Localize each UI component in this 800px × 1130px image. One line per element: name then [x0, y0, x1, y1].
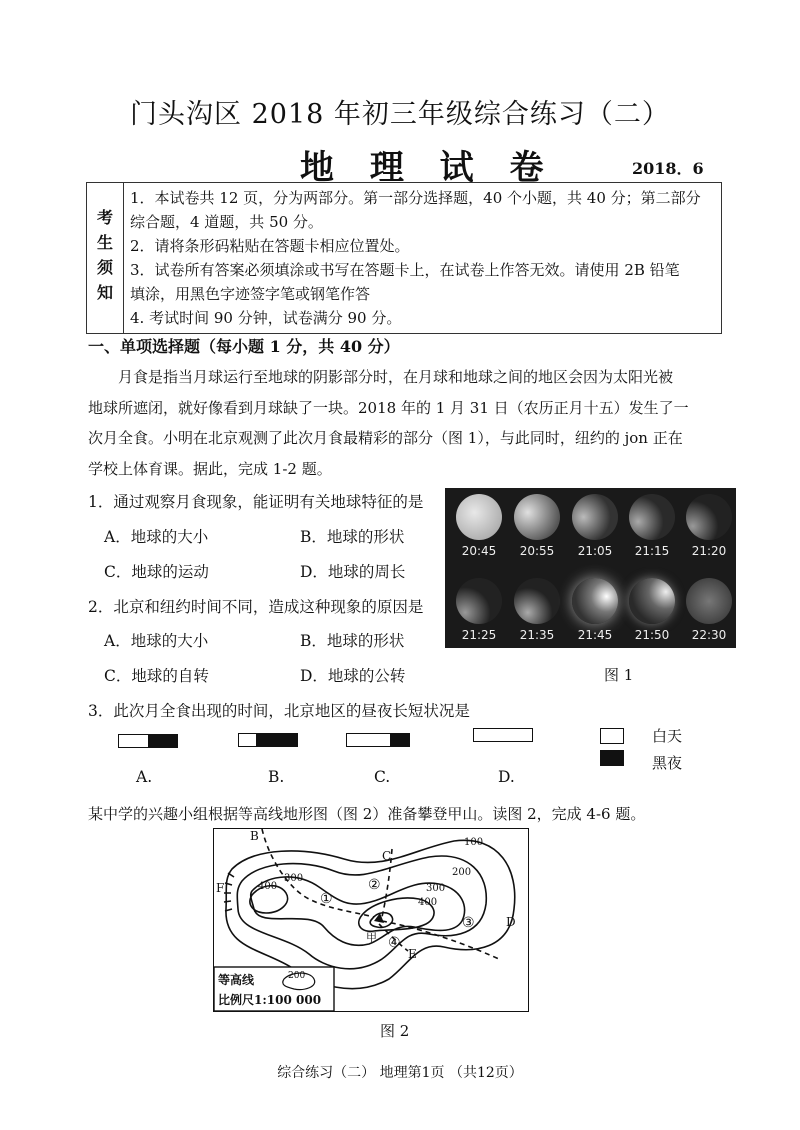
q2-option-a: A．地球的大小 — [104, 632, 209, 650]
night-fill — [390, 734, 409, 746]
time-label: 21:50 — [634, 628, 670, 642]
map-point-1: ① — [320, 891, 333, 907]
q1-option-b: B．地球的形状 — [300, 528, 405, 546]
map-point-4: ④ — [388, 935, 401, 951]
notice-line: 1．本试卷共 12 页，分为两部分。第一部分选择题，40 个小题，共 40 分；第二部分 — [130, 189, 701, 207]
legend-contour-label: 等高线 — [218, 973, 255, 987]
q3-option-a: A. — [136, 768, 153, 786]
moon-image — [629, 578, 675, 624]
lunar-eclipse-photo — [445, 488, 736, 648]
moon-image — [572, 578, 618, 624]
map-label-b: B — [250, 829, 259, 843]
q2-option-b: B．地球的形状 — [300, 632, 405, 650]
day-night-bar-b — [238, 733, 298, 747]
time-label: 21:45 — [577, 628, 613, 642]
map-scale: 比例尺1:100 000 — [218, 993, 322, 1007]
day-night-bar-c — [346, 733, 410, 747]
question-1-stem: 1．通过观察月食现象，能证明有关地球特征的是 — [88, 493, 424, 511]
map-label-e: E — [408, 947, 417, 961]
moon-image — [686, 494, 732, 540]
intro-line: 地球所遮闭，就好像看到月球缺了一块。2018 年的 1 月 31 日（农历正月十五）发生了一 — [88, 398, 689, 417]
q2-option-d: D．地球的公转 — [300, 667, 406, 685]
time-label: 20:45 — [461, 544, 497, 558]
time-label: 21:05 — [577, 544, 613, 558]
map-label-c: C — [382, 849, 392, 863]
day-legend-swatch — [600, 728, 624, 744]
night-fill — [256, 734, 297, 746]
moon-image — [514, 494, 560, 540]
time-label: 21:15 — [634, 544, 670, 558]
time-label: 20:55 — [519, 544, 555, 558]
notice-heading — [87, 183, 124, 334]
contour-value: 100 — [464, 837, 484, 848]
day-night-bar-d — [473, 728, 533, 742]
section-heading: 一、单项选择题（每小题 1 分，共 40 分） — [88, 337, 400, 356]
question-3-stem: 3．此次月全食出现的时间，北京地区的昼夜长短状况是 — [88, 702, 470, 720]
contour-value: 300 — [426, 883, 446, 894]
moon-image — [456, 578, 502, 624]
night-legend-swatch — [600, 750, 624, 766]
legend-contour-value: 200 — [288, 971, 306, 981]
map-point-3: ③ — [462, 915, 475, 931]
moon-image — [629, 494, 675, 540]
moon-image — [514, 578, 560, 624]
notice-line: 2．请将条形码粘贴在答题卡相应位置处。 — [130, 237, 410, 255]
intro-paragraph-2: 某中学的兴趣小组根据等高线地形图（图 2）准备攀登甲山。读图 2，完成 4-6 题。 — [88, 805, 646, 823]
intro-line: 次月全食。小明在北京观测了此次月食最精彩的部分（图 1），与此同时，纽约的 jon 正在 — [88, 429, 683, 447]
notice-head-char: 须 — [96, 258, 113, 277]
notice-line: 综合题，4 道题，共 50 分。 — [130, 213, 323, 231]
notice-head-char: 知 — [96, 283, 113, 302]
time-label: 21:35 — [519, 628, 555, 642]
figure-1-caption: 图 1 — [604, 666, 634, 684]
contour-value: 400 — [258, 881, 278, 892]
time-label: 21:20 — [691, 544, 727, 558]
map-point-2: ② — [368, 877, 381, 893]
figure-2-caption: 图 2 — [380, 1022, 410, 1040]
notice-line: 3．试卷所有答案必须填涂或书写在答题卡上，在试卷上作答无效。请使用 2B 铅笔 — [130, 261, 680, 279]
notice-line: 4. 考试时间 90 分钟，试卷满分 90 分。 — [130, 309, 402, 327]
moon-image — [572, 494, 618, 540]
q1-option-d: D．地球的周长 — [300, 563, 406, 581]
moon-image — [456, 494, 502, 540]
day-night-bar-a — [118, 734, 178, 748]
contour-value: 400 — [418, 897, 438, 908]
notice-content — [124, 183, 722, 334]
q3-option-d: D. — [498, 768, 515, 786]
subject-title: 地 理 试 卷 — [300, 148, 556, 188]
contour-value: 300 — [284, 873, 304, 884]
page-footer: 综合练习（二） 地理第1页 （共12页） — [277, 1065, 523, 1081]
intro-line: 月食是指当月球运行至地球的阴影部分时，在月球和地球之间的地区会因为太阳光被 — [118, 368, 674, 386]
exam-date: 2018．6 — [632, 159, 704, 178]
question-2-stem: 2．北京和纽约时间不同，造成这种现象的原因是 — [88, 598, 424, 616]
intro-line: 学校上体育课。据此，完成 1-2 题。 — [88, 459, 332, 478]
contour-map — [213, 828, 529, 1012]
q3-option-b: B. — [268, 768, 285, 786]
q2-option-c: C．地球的自转 — [104, 667, 209, 685]
intro-paragraph — [88, 362, 718, 484]
contour-map-drawing — [214, 829, 528, 1011]
q1-option-c: C．地球的运动 — [104, 563, 209, 581]
night-legend-label: 黑夜 — [652, 754, 683, 772]
q1-option-a: A．地球的大小 — [104, 528, 209, 546]
night-fill — [148, 735, 177, 747]
time-label: 22:30 — [691, 628, 727, 642]
map-label-f: F — [216, 881, 225, 895]
notice-table — [86, 182, 722, 334]
map-label-d: D — [506, 915, 516, 929]
notice-head-char: 考 — [96, 208, 113, 227]
time-label: 21:25 — [461, 628, 497, 642]
notice-line: 填涂，用黑色字迹签字笔或钢笔作答 — [130, 285, 371, 303]
contour-value: 200 — [452, 867, 472, 878]
map-peak-jia: 甲 — [366, 931, 377, 944]
q3-option-c: C. — [374, 768, 391, 786]
notice-head-char: 生 — [96, 233, 113, 252]
day-legend-label: 白天 — [652, 727, 683, 745]
page-title: 门头沟区 2018 年初三年级综合练习（二） — [130, 99, 670, 130]
moon-image — [686, 578, 732, 624]
